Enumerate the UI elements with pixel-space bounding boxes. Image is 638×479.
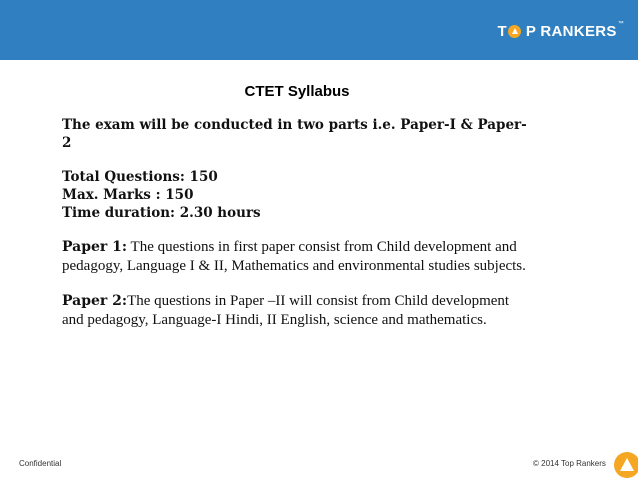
brand-trademark: ™	[617, 21, 624, 27]
stat-time-duration: Time duration: 2.30 hours	[62, 205, 261, 221]
stat-total-questions: Total Questions: 150	[62, 169, 218, 185]
paper2-text: The questions in Paper –II will consist from Child development and pedagogy, Language-I Hindi, II English, science and mathematics.	[62, 293, 510, 328]
slide-content	[62, 116, 532, 346]
slide-title-row	[0, 83, 638, 100]
exam-stats	[62, 168, 532, 222]
brand-logo	[497, 20, 624, 42]
brand-logo-t: T	[497, 22, 507, 40]
paper1-text: The questions in first paper consist from Child development and pedagogy, Language I & II, Mathematics and environmental studies subjects.	[62, 239, 526, 274]
footer-copyright: © 2014 Top Rankers	[533, 459, 606, 468]
slide-title: CTET Syllabus	[244, 83, 350, 100]
stat-max-marks: Max. Marks : 150	[62, 187, 194, 203]
paper2-label: Paper 2:	[62, 293, 128, 309]
brand-logo-rest: P RANKERS	[525, 22, 617, 40]
paper2-paragraph	[62, 292, 532, 330]
footer-confidential: Confidential	[19, 459, 62, 468]
header-bar	[0, 0, 638, 60]
intro-text: The exam will be conducted in two parts i.e. Paper-I & Paper-2	[62, 117, 527, 151]
top-rankers-logo-icon	[612, 449, 638, 479]
paper1-paragraph	[62, 238, 532, 276]
paper1-label: Paper 1:	[62, 239, 128, 255]
brand-logo-o-icon	[508, 25, 521, 38]
